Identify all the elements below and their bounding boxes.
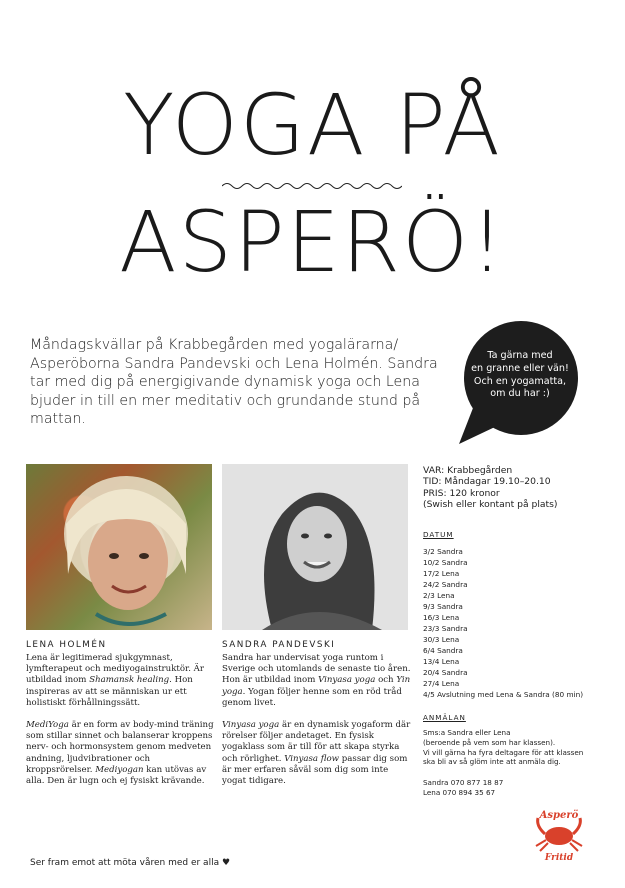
date-item: 13/4 Lena <box>423 657 460 666</box>
phone-sandra: Sandra 070 877 18 87 <box>423 778 504 787</box>
date-item: 3/2 Sandra <box>423 547 463 556</box>
date-item: 27/4 Lena <box>423 679 460 688</box>
sandra-bio <box>222 653 412 798</box>
lena-bio-paragraph-2 <box>26 720 216 787</box>
lena-photo <box>26 464 212 630</box>
sandra-bio-2a: Vinyasa yoga <box>222 720 280 731</box>
aspero-fritid-crab-logo <box>528 806 590 864</box>
sandra-name: SANDRA PANDEVSKI <box>222 640 336 650</box>
logo-top-text: Asperö <box>539 810 579 821</box>
page-title-line1: YOGA PÅ <box>123 76 502 174</box>
date-item: 4/5 Avslutning med Lena & Sandra (80 min) <box>423 690 584 699</box>
date-item: 10/2 Sandra <box>423 558 468 567</box>
sandra-bio-2b: är en dynamisk yogaform där rörelser följer andetaget. En fysisk yogaklass som är till för att skapa styrka och rörlighet. <box>222 720 411 764</box>
heart-icon: ♥ <box>221 858 231 868</box>
phone-numbers <box>423 778 583 798</box>
logo-bottom-text: Fritid <box>544 853 574 863</box>
sandra-bio-2d: passar dig som är mer erfaren såväl som dig som inte yogat tidigare. <box>222 753 408 787</box>
footer-text <box>30 858 230 868</box>
sandra-bio-1b: Vinyasa yoga <box>318 675 376 686</box>
date-item: 6/4 Sandra <box>423 646 463 655</box>
dates-list <box>423 546 613 700</box>
lena-bio-2c: Mediyogan <box>95 764 144 775</box>
bubble-line-1: Ta gärna med <box>487 350 553 361</box>
date-item: 23/3 Sandra <box>423 624 468 633</box>
lena-bio-1a: Lena är legitimerad sjukgymnast, lymfterapeut och mediyogainstruktör. Är utbildad inom <box>26 653 204 686</box>
bubble-line-3: Och en yogamatta, <box>473 375 567 387</box>
date-item: 2/3 Lena <box>423 591 455 600</box>
phone-lena: Lena 070 894 35 67 <box>423 788 496 797</box>
bubble-line-4: om du har :) <box>490 388 550 400</box>
info-location: VAR: Krabbegården <box>423 465 513 476</box>
lena-bio-2a: MediYoga <box>26 720 69 731</box>
page-title-line2: ASPERÖ! <box>119 193 506 291</box>
lena-bio <box>26 653 216 798</box>
sandra-bio-1a: Sandra har undervisat yoga runtom i Sverige och utomlands de senaste tio åren. Hon är utbildad inom <box>222 653 411 686</box>
signup-text <box>423 728 613 767</box>
lena-bio-1c: . Hon inspireras av att se människan ur ett holistiskt förhållningssätt. <box>26 675 193 708</box>
sandra-bio-1c: och <box>375 675 397 686</box>
date-item: 9/3 Sandra <box>423 602 463 611</box>
sandra-bio-2c: Vinyasa flow <box>284 753 340 764</box>
speech-bubble-text <box>465 350 575 401</box>
event-info <box>423 465 603 511</box>
sandra-bio-paragraph-1 <box>222 653 412 709</box>
lena-bio-2b: är en form av body-mind träning som stillar sinnet och balanserar kroppens nerv- och hormonsystem genom medveten andning, ljudvibrationer och kroppsrörelser. <box>26 720 214 775</box>
date-item: 20/4 Sandra <box>423 668 468 677</box>
signup-line-4: ska bli av så glöm inte att anmäla dig. <box>423 757 561 767</box>
signup-line-1: Sms:a Sandra eller Lena <box>423 728 511 737</box>
date-item: 24/2 Sandra <box>423 580 468 589</box>
lena-bio-paragraph-1 <box>26 653 216 709</box>
sandra-bio-paragraph-2 <box>222 720 412 787</box>
date-item: 17/2 Lena <box>423 569 460 578</box>
signup-line-2: (beroende på vem som har klassen). <box>423 737 556 747</box>
sandra-photo <box>222 464 408 630</box>
sandra-bio-1e: . Yogan följer henne som en röd tråd genom livet. <box>222 686 402 708</box>
info-payment: (Swish eller kontant på plats) <box>423 499 558 511</box>
intro-text: Måndagskvällar på Krabbegården med yogalärarna/ Asperöborna Sandra Pandevski och Lena Holmén. Sandra tar med dig på energigivande dynamisk yoga och Lena bjuder in till en mer meditativ och grundande stund på mattan. <box>30 337 438 428</box>
squiggle-divider <box>222 181 402 191</box>
dates-heading: DATUM <box>423 530 454 539</box>
lena-name: LENA HOLMÉN <box>26 640 107 650</box>
sandra-bio-1d: Yin yoga <box>222 675 411 697</box>
date-item: 30/3 Lena <box>423 635 460 644</box>
signup-line-3: Vi vill gärna ha fyra deltagare för att klassen <box>423 747 584 757</box>
lena-bio-2d: kan utövas av alla. Den är lugn och ej fysiskt krävande. <box>26 764 207 787</box>
lena-bio-1b: Shamansk healing <box>89 675 170 686</box>
date-item: 16/3 Lena <box>423 613 460 622</box>
bubble-line-2: en granne eller vän! <box>471 362 569 374</box>
info-price: PRIS: 120 kronor <box>423 487 500 499</box>
footer-message: Ser fram emot att möta våren med er alla <box>30 858 220 868</box>
info-time: TID: Måndagar 19.10–20.10 <box>423 476 551 488</box>
signup-heading: ANMÄLAN <box>423 713 466 722</box>
